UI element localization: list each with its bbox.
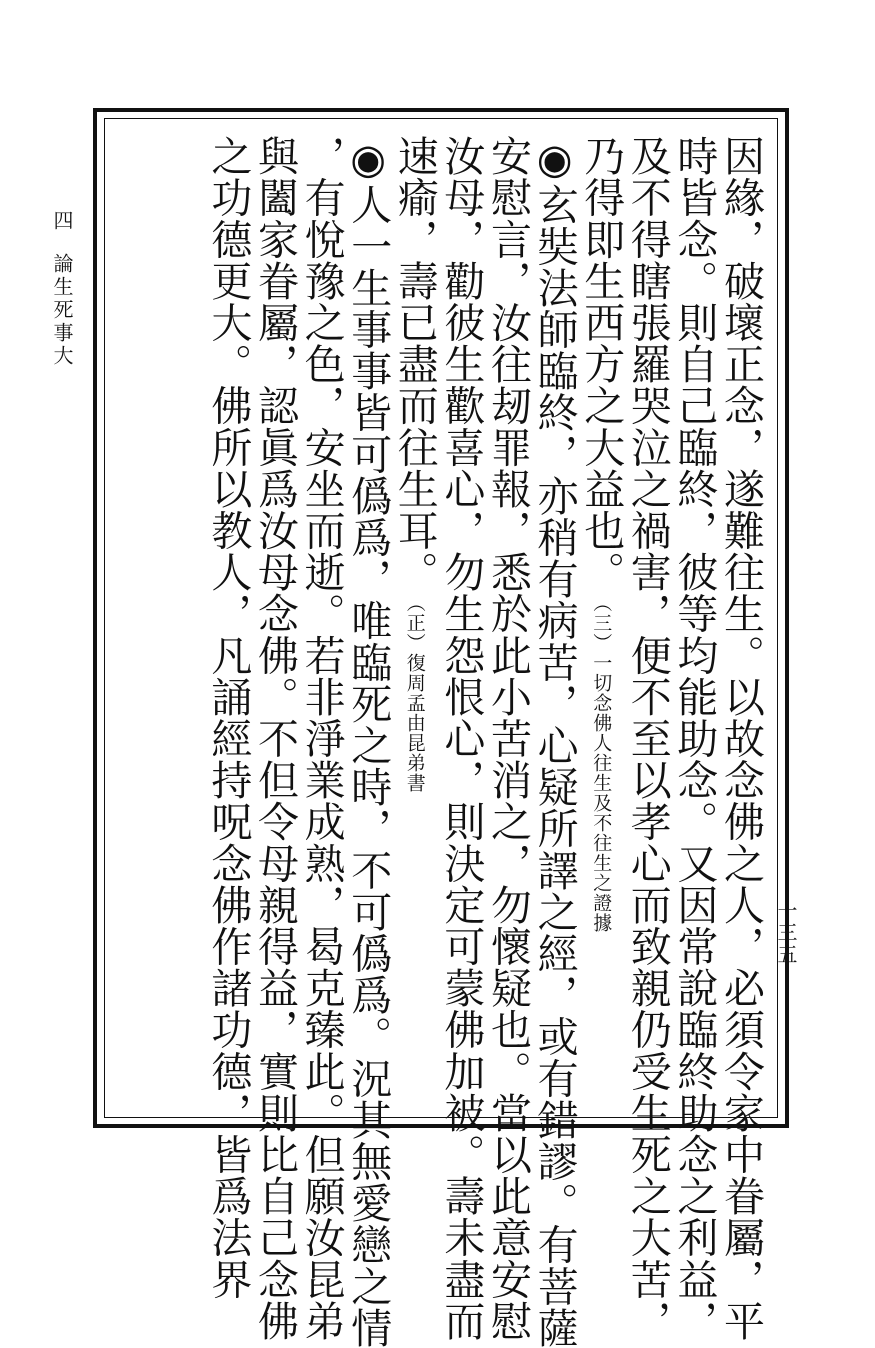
text-column: ，有悅豫之色，安坐而逝。若非淨業成熟，曷克臻此。但願汝昆弟 [297, 135, 346, 1342]
page-number: 一三五 [774, 900, 798, 966]
text-column: 乃得即生西方之大益也。（三）一切念佛人往生及不往生之證據 [577, 135, 626, 933]
text-column: 與闔家眷屬，認眞爲汝母念佛。不但令母親得益，實則比自己念佛 [251, 135, 299, 1342]
chapter-number: 四 [50, 210, 74, 233]
running-header [50, 210, 74, 368]
section-heading-note: （三）一切念佛人往生及不往生之證據 [590, 592, 613, 933]
text-column: 時皆念。則自己臨終，彼等均能助念。又因常說臨終助念之利益， [670, 135, 719, 1342]
text-column: ◉人一生事事皆可僞爲，唯臨死之時，不可僞爲。況其無愛戀之情 [344, 135, 393, 1348]
text-column: 之功德更大。佛所以教人，凡誦經持呪念佛作諸功德，皆爲法界 [204, 135, 253, 1300]
chapter-title: 論生死事大 [50, 253, 74, 368]
text-column: ◉玄奘法師臨終，亦稍有病苦，心疑所譯之經，或有錯謬。有菩薩 [530, 135, 579, 1348]
source-citation-note: （正）復周孟由昆弟書 [403, 592, 426, 793]
text-column: 速瘉，壽已盡而往生耳。（正）復周孟由昆弟書 [390, 135, 439, 793]
text-column: 汝母，勸彼生歡喜心，勿生怨恨心，則決定可蒙佛加被。壽未盡而 [437, 135, 486, 1342]
text-column: 及不得瞎張羅哭泣之禍害，便不至以孝心而致親仍受生死之大苦， [623, 135, 672, 1342]
text-column: 因緣，破壞正念，遂難往生。以故念佛之人，必須令家中眷屬，平 [717, 135, 765, 1342]
text-column: 安慰言，汝往刼罪報，悉於此小苦消之，勿懷疑也。當以此意安慰 [484, 135, 532, 1342]
